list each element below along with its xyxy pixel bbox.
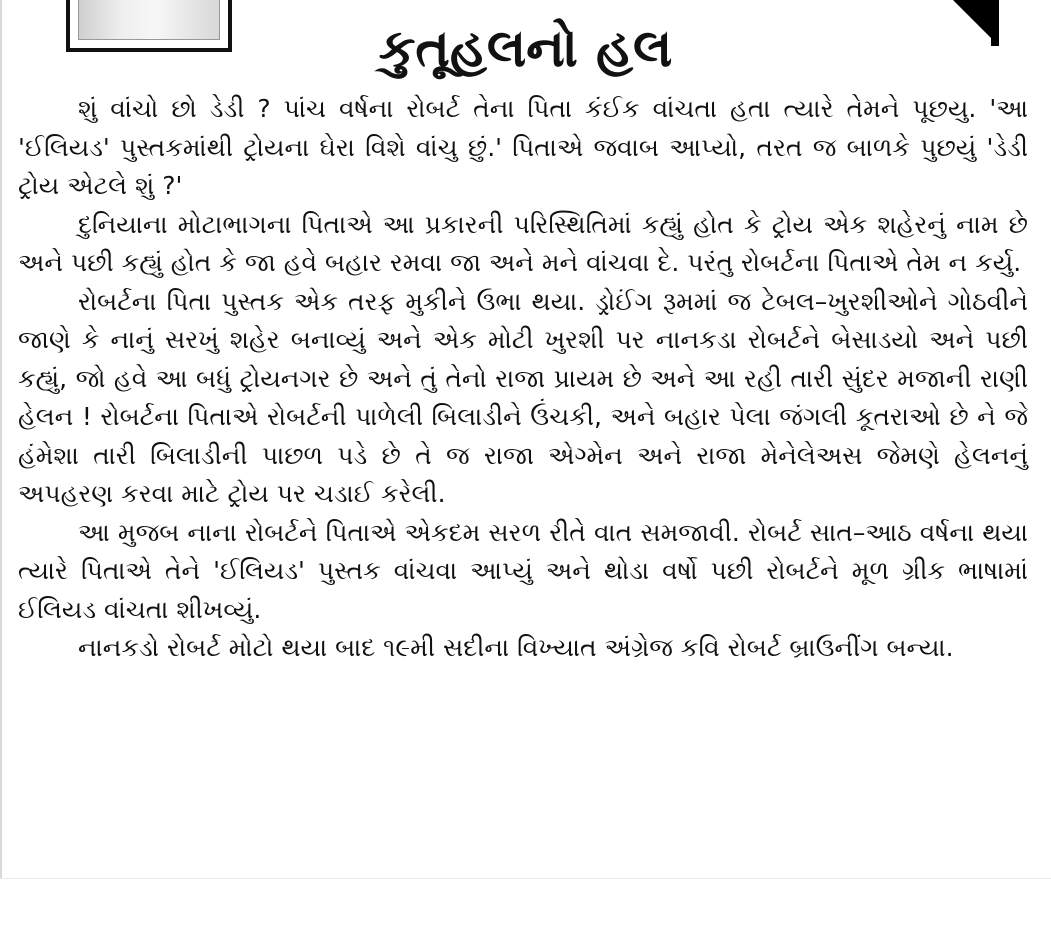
article-body — [18, 90, 1028, 668]
article-paragraph-5: નાનકડો રોબર્ટ મોટો થયા બાદ ૧૯મી સદીના વિખ્યાત અંગ્રેજ કવિ રોબર્ટ બ્રાઉનીંગ બન્યા. — [78, 633, 954, 662]
article-title: કુતૂહલનો હલ — [378, 19, 673, 79]
article-paragraph-3: રોબર્ટના પિતા પુસ્તક એક તરફ મુકીને ઉભા થયા. ડ્રોઈંગ રૂમમાં જ ટેબલ–ખુરશીઓને ગોઠવીને જાણે કે નાનું સરખું શહેર બનાવ્યું અને એક મોટી ખુરશી પર નાનકડા રોબર્ટને બેસાડયો અને પછી કહ્યું, જો હવે આ બધું ટ્રોયનગર છે અને તું તેનો રાજા પ્રાયમ છે અને આ રહી તારી સુંદર મજાની રાણી હેલન ! રોબર્ટના પિતાએ રોબર્ટની પાળેલી બિલાડીને ઉંચકી, અને બહાર પેલા જંગલી કૂતરાઓ છે ને જે હંમેશા તારી બિલાડીની પાછળ પડે છે તે જ રાજા એગ્મેન અને રાજા મેનેલેઅસ જેમણે હેલનનું અપહરણ કરવા માટે ટ્રોય પર ચડાઈ કરેલી. — [18, 286, 1028, 508]
article-paragraph-4: આ મુજબ નાના રોબર્ટને પિતાએ એકદમ સરળ રીતે વાત સમજાવી. રોબર્ટ સાત–આઠ વર્ષના થયા ત્યારે પિતાએ તેને 'ઈલિયડ' પુસ્તક વાંચવા આપ્યું અને થોડા વર્ષો પછી રોબર્ટને મૂળ ગ્રીક ભાષામાં ઈલિયડ વાંચતા શીખવ્યું. — [18, 517, 1028, 624]
article-paragraph-2: દુનિયાના મોટાભાગના પિતાએ આ પ્રકારની પરિસ્થિતિમાં કહ્યું હોત કે ટ્રોય એક શહેરનું નામ છે અને પછી કહ્યું હોત કે જા હવે બહાર રમવા જા અને મને વાંચવા દે. પરંતુ રોબર્ટના પિતાએ તેમ ન કર્યુ. — [18, 209, 1028, 277]
page-left-edge — [0, 0, 2, 878]
article-paragraph-1: શું વાંચો છો ડેડી ? પાંચ વર્ષના રોબર્ટ તેના પિતા કંઈક વાંચતા હતા ત્યારે તેમને પૂછયુ. 'આ 'ઈલિયડ' પુસ્તકમાંથી ટ્રોયના ઘેરા વિશે વાંચુ છું.' પિતાએ જવાબ આપ્યો, તરત જ બાળકે પુછયું 'ડેડી ટ્રોય એટલે શું ?' — [18, 94, 1028, 200]
blank-margin-area — [0, 878, 1051, 935]
